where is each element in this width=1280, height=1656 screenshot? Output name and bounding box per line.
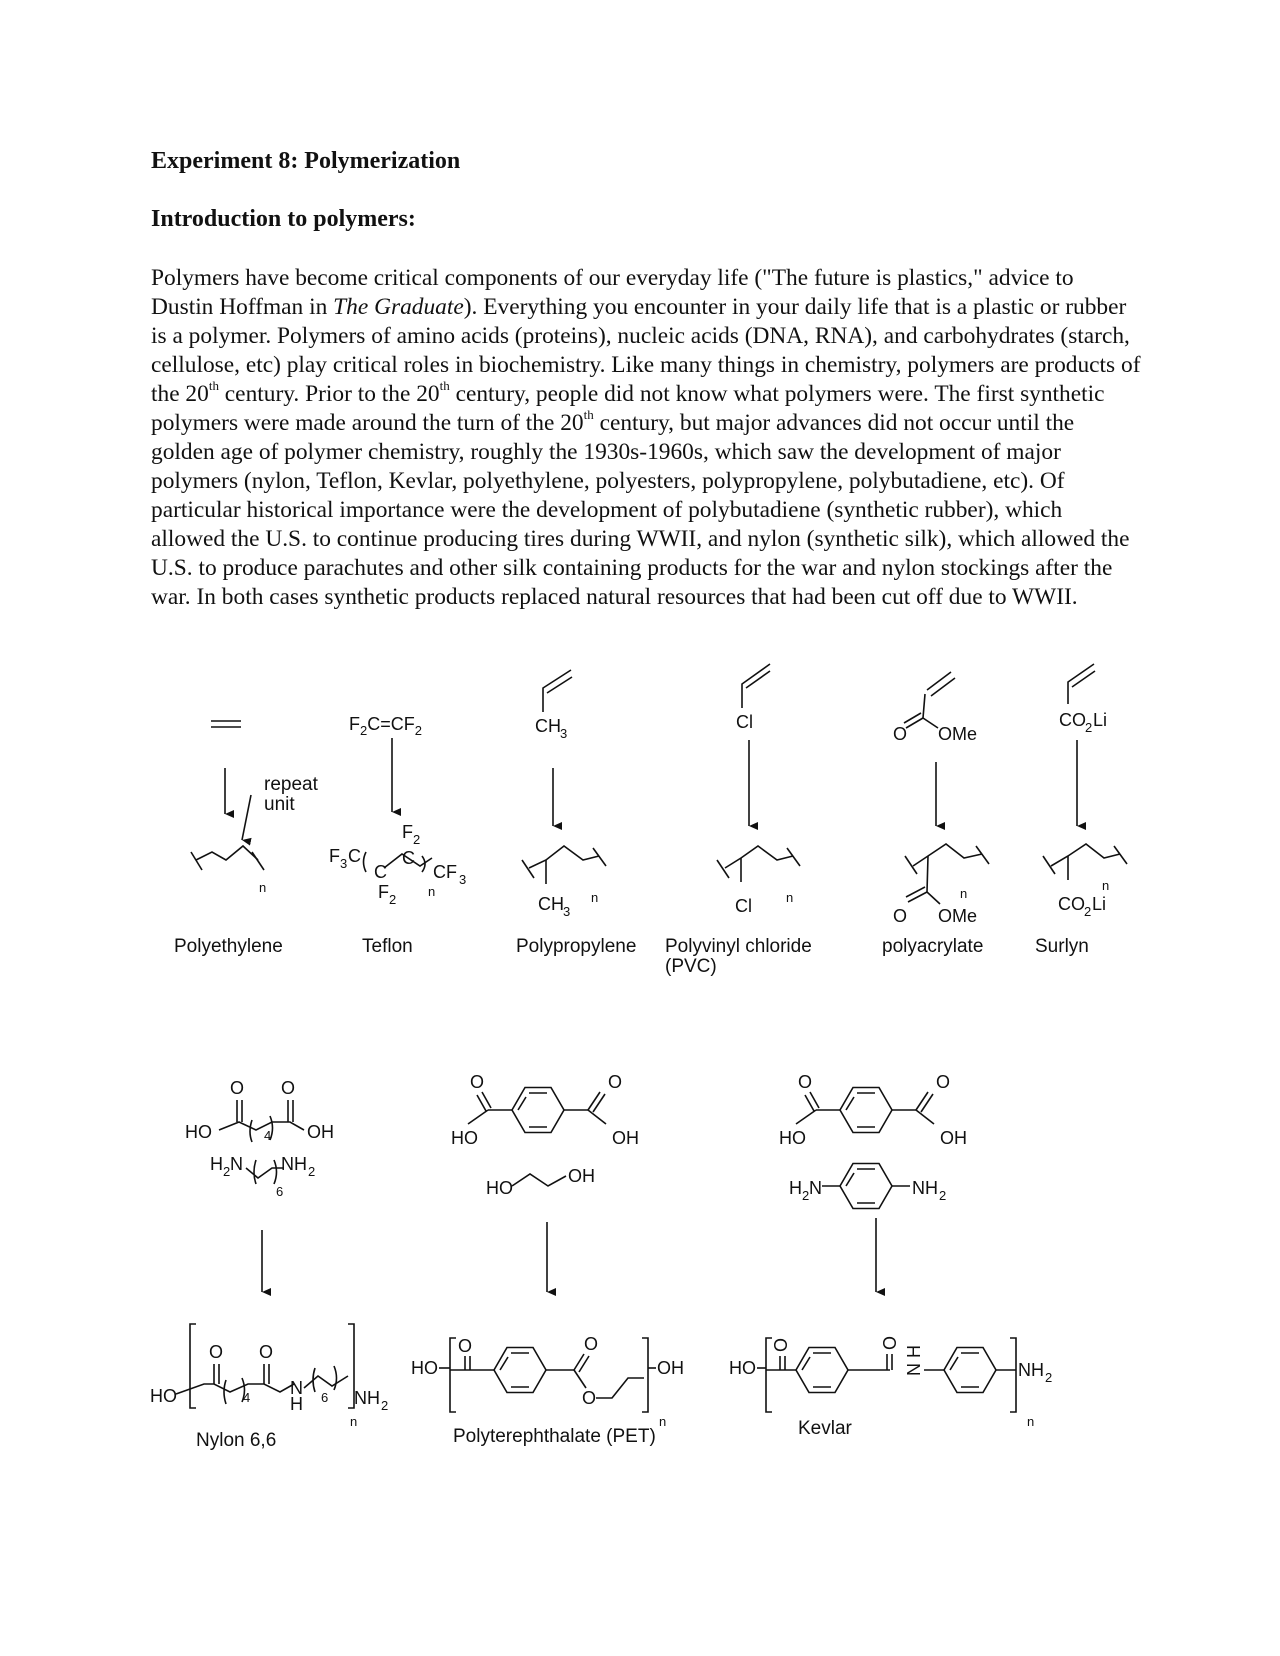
svg-text:NH: NH [1018,1360,1044,1380]
svg-text:2: 2 [939,1188,947,1203]
svg-text:CO: CO [1058,894,1085,914]
repeat-unit-label: repeat [264,774,318,795]
svg-text:2: 2 [381,1398,389,1413]
svg-text:NH: NH [354,1388,380,1408]
svg-text:unit: unit [264,794,295,815]
surlyn-scheme [1035,664,1127,957]
svg-text:F: F [329,846,340,866]
svg-text:O: O [771,1337,791,1352]
polyethylene-scheme [174,721,319,957]
svg-text:2: 2 [1085,720,1093,735]
polyacrylate-scheme [882,672,989,957]
intro-paragraph: Polymers have become critical components of our everyday life ("The future is plastics," advice to Dustin Hoffman in The Graduate). Everything you encounter in your daily life that is a plastic or rubber is a polymer. Polymers of amino acids (proteins), nucleic acids (DNA, RNA), and carbohydrates (starch, cellulose, etc) play critical roles in biochemistry. Like many things in chemistry, polymers are products of the 20th century. Prior to the 20th century, people did not know what polymers were. The first synthetic polymers were made around the turn of the 20th century, but major advances did not occur until the golden age of polymer chemistry, roughly the 1930s-1960s, which saw the development of major polymers (nylon, Teflon, Kevlar, polyethylene, polyesters, polypropylene, polybutadiene, etc). Of particular historical importance were the development of polybutadiene (synthetic rubber), which allowed the U.S. to continue producing tires during WWII, and nylon (synthetic silk), which allowed the U.S. to produce parachutes and other silk containing products for the war and nylon stockings after the war. In both cases synthetic products replaced natural resources that had been cut off due to WWII. [151,265,1141,610]
svg-text:HO: HO [779,1128,806,1148]
svg-text:NH: NH [281,1154,307,1174]
svg-text:4: 4 [264,1128,272,1143]
svg-text:CH: CH [538,894,564,914]
section-heading: Introduction to polymers: [151,206,416,232]
svg-text:n: n [350,1414,358,1429]
svg-text:NH: NH [912,1178,938,1198]
svg-text:6: 6 [321,1390,329,1405]
svg-text:2: 2 [413,832,421,847]
svg-text:N: N [290,1378,303,1398]
svg-text:2: 2 [1045,1370,1053,1385]
svg-text:F: F [378,882,389,902]
svg-text:(PVC): (PVC) [665,956,717,977]
svg-text:HO: HO [451,1128,478,1148]
svg-text:n: n [591,890,599,905]
svg-text:2: 2 [1084,904,1092,919]
svg-text:O: O [798,1072,813,1092]
polymer-name-pet: Polyterephthalate (PET) [453,1426,656,1447]
svg-text:HO: HO [411,1358,438,1378]
teflon-scheme [329,714,466,957]
svg-text:2: 2 [308,1164,316,1179]
svg-text:2: 2 [223,1164,231,1179]
svg-text:O: O [936,1072,951,1092]
polymer-name-teflon: Teflon [362,936,413,957]
svg-text:3: 3 [459,872,467,887]
svg-text:n: n [659,1414,667,1429]
svg-text:N: N [230,1154,243,1174]
svg-text:OH: OH [307,1122,334,1142]
pet-polymer [411,1334,684,1447]
svg-text:n: n [1102,878,1110,893]
svg-text:H: H [904,1345,924,1358]
svg-text:4: 4 [243,1390,251,1405]
svg-text:O: O [259,1342,274,1362]
polymer-name-surlyn: Surlyn [1035,936,1089,957]
svg-text:3: 3 [563,904,571,919]
svg-text:H: H [789,1178,802,1198]
svg-text:n: n [259,880,267,895]
svg-text:n: n [428,884,436,899]
nylon-polymer [150,1324,388,1451]
svg-text:Li: Li [1093,710,1108,730]
svg-text:2: 2 [389,892,397,907]
svg-text:Li: Li [1092,894,1107,914]
svg-text:C: C [402,848,415,868]
svg-text:O: O [230,1078,245,1098]
svg-text:O: O [458,1336,473,1356]
polymer-name-kevlar: Kevlar [798,1418,852,1439]
svg-text:O: O [880,1335,900,1350]
svg-text:OMe: OMe [938,724,978,744]
polymer-name-polypropylene: Polypropylene [516,936,637,957]
polymer-name-polyacrylate: polyacrylate [882,936,984,957]
monomer-tfe: $F_2C=CF_2$ [349,714,422,738]
polymer-name-polyethylene: Polyethylene [174,936,283,957]
svg-text:H: H [210,1154,223,1174]
svg-text:2: 2 [802,1188,810,1203]
svg-text:Cl: Cl [736,712,753,732]
film-title: The Graduate [333,294,464,320]
kevlar-monomers [779,1072,967,1292]
pvc-scheme [665,664,812,977]
svg-text:Cl: Cl [735,896,752,916]
svg-text:O: O [470,1072,485,1092]
polypropylene-scheme [516,670,636,957]
svg-text:O: O [608,1072,623,1092]
svg-text:O: O [893,906,908,926]
nylon-monomers [185,1078,334,1292]
svg-text:3: 3 [560,726,568,741]
svg-text:N: N [809,1178,822,1198]
svg-text:OMe: OMe [938,906,978,926]
svg-text:O: O [582,1388,597,1408]
svg-text:HO: HO [150,1386,177,1406]
svg-text:O: O [893,724,908,744]
svg-text:CH: CH [535,716,561,736]
svg-text:HO: HO [486,1178,513,1198]
polymer-name-pvc: Polyvinyl chloride [665,936,812,957]
svg-text:C: C [374,862,387,882]
svg-text:O: O [584,1334,599,1354]
svg-text:CF: CF [433,862,457,882]
polymer-name-nylon: Nylon 6,6 [196,1430,277,1451]
svg-text:n: n [960,886,968,901]
svg-text:F: F [402,822,413,842]
svg-text:HO: HO [729,1358,756,1378]
svg-text:6: 6 [276,1184,284,1199]
svg-text:HO: HO [185,1122,212,1142]
svg-text:n: n [1027,1414,1035,1429]
kevlar-polymer [729,1336,1052,1439]
svg-text:n: n [786,890,794,905]
svg-text:OH: OH [940,1128,967,1148]
svg-text:N: N [904,1363,924,1376]
svg-text:C: C [348,846,361,866]
pet-monomers [451,1072,639,1292]
svg-text:O: O [281,1078,296,1098]
svg-text:OH: OH [568,1166,595,1186]
svg-text:H: H [290,1394,303,1414]
document-title: Experiment 8: Polymerization [151,148,461,174]
svg-text:OH: OH [657,1358,684,1378]
svg-text:3: 3 [340,856,348,871]
svg-text:OH: OH [612,1128,639,1148]
svg-text:CO: CO [1059,710,1086,730]
svg-text:O: O [209,1342,224,1362]
